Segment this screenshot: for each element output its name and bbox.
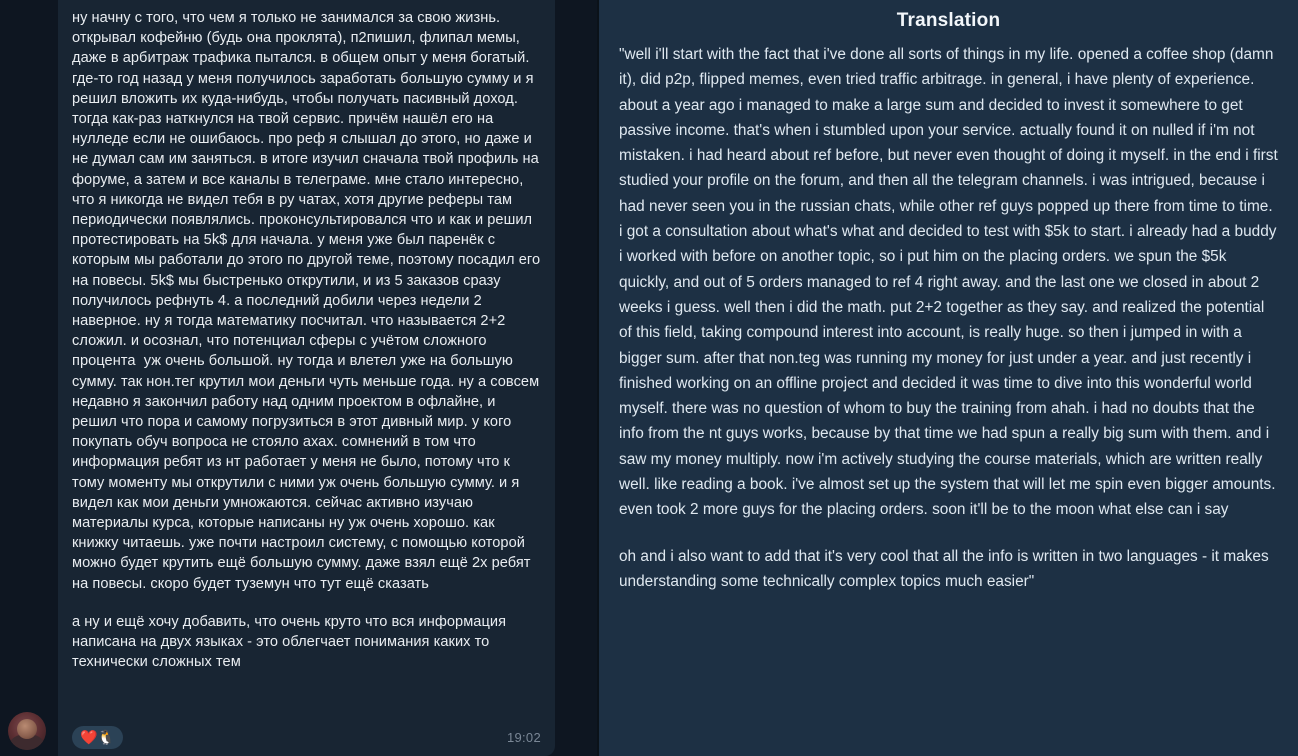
message-text-secondary: а ну и ещё хочу добавить, что очень круто что вся информация написана на двух языках - это облегчает понимания каких то технически сложных тем [72,613,511,671]
message-timestamp: 19:02 [506,729,541,745]
translation-text-primary: "well i'll start with the fact that i've done all sorts of things in my life. opened a coffee shop (damn it), did p2p, flipped memes, even tried traffic arbitrage. in general, i have plenty of experience. about a year ago i managed to make a large sum and decided to invest it somewhere to get passive income. that's when i stumbled upon your service. actually found it on nulled if i'm not mistaken. i had heard about ref before, but never even thought of doing it myself. in the end i first studied your profile on the forum, and then all the telegram channels. i was intrigued, because i had never seen you in the russian chats, while other ref guys popped up there from time to time. i got a consultation about what's what and decided to test with $5k to start. i already had a buddy i worked with before on another topic, so i put him on the placing orders. we spun the $5k quickly, and out of 5 orders managed to ref 4 right away. and the last one we closed in about 2 weeks i guess. well then i did the math. put 2+2 together as they say. and realized the potential of this field, taking compound interest into account, is really huge. so then i jumped in with a bigger sum. after that non.teg was running my money for just under a year. and just recently i finished working on an offline project and decided it was time to dive into this wonderful world myself. there was no question of whom to buy the training from ahah. i had no doubts that the info from the nt guys works, because by that time we had spun a really big sum with them. and i saw my money multiply. now i'm actively studying the course materials, which are written really well. like reading a book. i've almost set up the system that will let me spin even bigger amounts. even took 2 more guys for the placing orders. soon it'll be to the moon what else can i say [619,46,1283,519]
message-bubble[interactable] [58,0,555,756]
translation-title: Translation [896,10,1001,31]
chat-gutter [0,0,58,756]
chat-pane [0,0,597,756]
translation-pane [597,0,1298,756]
reaction-chip[interactable] [72,726,123,749]
reaction-emoji-icon: ❤️🐧 [80,729,115,745]
translation-text-secondary: oh and i also want to add that it's very cool that all the info is written in two languages - it makes understanding some technically complex topics much easier" [619,547,1273,590]
avatar[interactable] [8,712,46,750]
message-footer [72,724,541,750]
message-text-primary: ну начну с того, что чем я только не занимался за свою жизнь. открывал кофейню (будь она проклята), п2пишил, флипал мемы, даже в арбитраж трафика пытался. в общем опыт у меня богатый. где-то год назад у меня получилось заработать большую сумму и я решил вложить их куда-нибудь, чтобы получать пасивный доход. тогда как-раз наткнулся на твой сервис. причём нашёл его на нулледе если не ошибаюсь. про реф я слышал до этого, но даже и не думал сам им заняться. в итоге изучил сначала твой профиль на форуме, а затем и все каналы в телеграме. мне стало интересно, что я никогда не видел тебя в ру чатах, хотя другие реферы там периодически появлялись. проконсультировался что и как и решил протестировать на 5k$ для начала. у меня уже был паренёк с которым мы работали до этого по другой теме, поэтому посадил его на повесы. 5k$ мы быстренько открутили, и из 5 заказов сразу получилось рефнуть 4. а последний добили через недели 2 наверное. ну я тогда математику посчитал. что называется 2+2 сложил. и осознал, что потенциал сферы с учётом сложного процента уж очень большой. ну тогда и влетел уже на большую сумму. так нон.тег крутил мои деньги чуть меньше года. ну а совсем недавно я закончил работу над одним проектом в офлайне, и решил что пора и самому погрузиться в этот дивный мир. у кого покупать обуч вопроса не стояло ахах. сомнений в том что информация ребят из нт работает у меня не было, потому что к тому моменту мы открутили с ними уж очень большую сумму. и я видел как мои деньги умножаются. сейчас активно изучаю материалы курса, которые написаны ну уж очень хорошо. как книжку читаешь. уже почти настроил систему, с помощью которой можно будет крутить ещё большую сумму. даже взял ещё 2х ребят на повесы. скоро будет туземун что тут ещё сказать [72,10,545,592]
